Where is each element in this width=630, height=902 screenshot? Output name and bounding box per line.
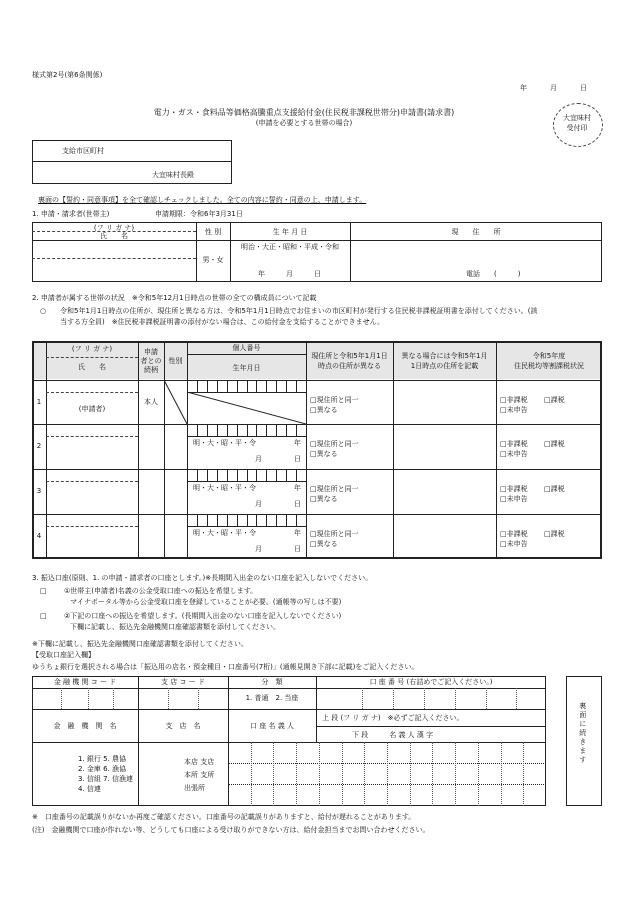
name-grid-divider [523,742,524,806]
name-grid-divider [455,742,456,806]
self-relation: 本人 [144,398,158,406]
mynumber-cell-divider [207,424,208,436]
differ-row-1[interactable]: □異なる [310,406,338,414]
mynumber-cell-divider [247,380,248,392]
municipality-label: 支給市区町村 [62,147,104,155]
date-line[interactable]: 年 月 日 [520,84,590,92]
stamp-line1: 大宜味村 [563,114,591,122]
h-mynumber: 個人番号 [232,344,261,352]
day-row-3: 日 [294,500,301,508]
mynumber-cell-divider [296,424,297,436]
kind-header: 分 類 [261,678,283,686]
taxed-row-4[interactable]: □課税 [544,530,565,538]
h-addr-2: 時点の住所が異なる [318,362,381,370]
day-row-4: 日 [294,545,301,553]
month-row-3: 月 [255,500,262,508]
bank-type-3[interactable]: 3. 信組 7. 信漁連 [78,775,134,783]
h-birth: 生年月日 [232,364,261,372]
upper-furigana: 上 段 (フ リ ガ ナ) ※必ずご記入ください。 [322,714,464,722]
h-gender: 性別 [168,357,183,365]
taxed-row-2[interactable]: □課税 [544,440,565,448]
h-tax-1: 令和5年度 [532,352,566,360]
option1-line2: マイナポータル等から公金受取口座を登録していることが必要。(通帳等の写しは不要) [70,598,342,606]
name-grid-divider [296,742,297,806]
mynumber-cell-divider [256,424,257,436]
name-grid-divider [364,742,365,806]
mynumber-cell-divider [296,380,297,392]
name-grid-divider [478,742,479,806]
row-num-4: 4 [36,532,42,540]
mynumber-cell-divider [217,424,218,436]
year-row-3: 年 [294,484,301,492]
mynumber-cell-divider [207,469,208,481]
name-grid-divider [251,742,252,806]
row-num-3: 3 [36,487,42,495]
unfiled-row-2[interactable]: □未申告 [500,450,528,458]
mynumber-cell-divider [247,514,248,526]
mynumber-cell-divider [256,380,257,392]
mynumber-cell-divider [227,469,228,481]
consent-statement: 裏面の【誓約・同意事項】を全て確認しチェックしました。全ての内容に誓約・同意の上、申請します。 [38,196,367,204]
mynumber-cell-divider [217,469,218,481]
self-label: (申請者) [78,405,106,413]
era-row-3[interactable]: 明・大・昭・平・令 [193,484,256,492]
h-rel-1: 申請 [144,348,158,356]
same-row-4[interactable]: □現住所と同一 [310,530,359,538]
mynumber-cell-divider [276,469,277,481]
mynumber-cell-divider [296,514,297,526]
name-grid-divider [342,742,343,806]
address-header: 現 住 所 [451,228,501,236]
option1-box[interactable]: □ [40,587,47,595]
era-options[interactable]: 明治・大正・昭和・平成・令和 [241,243,339,251]
option1-line1: ①世帯主(申請者)名義の公金受取口座への振込を希望します。 [64,587,258,595]
mynumber-cell-divider [276,514,277,526]
h-diff-2: 1日時点の住所を記載 [410,362,479,370]
birth-ymd: 年 月 日 [258,270,321,278]
nontax-row-1[interactable]: □非課税 [500,396,528,404]
year-row-2: 年 [294,439,301,447]
name-grid-divider [319,742,320,806]
note-mark: ○ [40,307,47,315]
continued-note: 裏面に続きます [578,702,587,765]
name-grid-divider [432,742,433,806]
mynumber-cell-divider [286,514,287,526]
footer-note1: ※ 口座番号の記載誤りがないか再度ご確認ください。口座番号の記載誤りがありますと、給付が遅れることがあります。 [32,813,416,821]
footer-note2: (注) 金融機関で口座が作れない等、どうしても口座による受け取りができない方は、給付金担当までお問い合わせください。 [32,826,430,834]
differ-row-3[interactable]: □異なる [310,495,338,503]
mynumber-cell-divider [197,380,198,392]
differ-row-2[interactable]: □異なる [310,450,338,458]
kind-options[interactable]: 1. 普通 2. 当座 [245,694,299,702]
mynumber-cell-divider [286,469,287,481]
same-row-2[interactable]: □現住所と同一 [310,440,359,448]
mynumber-cell-divider [296,469,297,481]
form-number: 様式第2号(第6条関係) [32,71,103,79]
h-tax-2: 住民税均等割課税状況 [514,362,584,370]
day-row-2: 日 [294,455,301,463]
h-furigana: (フ リ ガ ナ) [71,345,113,353]
name-grid-divider [387,742,388,806]
mynumber-cell-divider [227,380,228,392]
account-label: 【受取口座記入欄】 [32,651,95,659]
year-row-4: 年 [294,529,301,537]
lower-kanji: 下 段 名 義 人 漢 字 [352,731,434,739]
h-rel-2: 者との [140,357,162,365]
unfiled-row-3[interactable]: □未申告 [500,495,528,503]
name-header: 氏 名 [100,232,128,240]
row-num-1: 1 [36,398,42,406]
mynumber-cell-divider [197,424,198,436]
mynumber-cell-divider [217,380,218,392]
mynumber-cell-divider [247,469,248,481]
name-grid-divider [273,742,274,806]
differ-row-4[interactable]: □異なる [310,540,338,548]
form-subtitle: (申請を必要とする世帯の場合) [255,119,353,127]
h-rel-3: 続柄 [144,366,158,374]
branch-type-3[interactable]: 出張所 [184,784,205,792]
nontax-row-4[interactable]: □非課税 [500,530,528,538]
furigana-header: (フ リ ガ ナ) [93,224,135,232]
form-title: 電力・ガス・食料品等価格高騰重点支援給付金(住民税非課税世帯分)申請書(請求書) [153,108,455,117]
mynumber-cell-divider [217,514,218,526]
section3-heading: 3. 振込口座(原則、1. の申請・請求者の口座とします。)※長期間入出金のない口座を記入しないでください。 [32,574,373,582]
month-row-2: 月 [255,455,262,463]
option2-box[interactable]: □ [40,612,47,620]
branch-name-label: 支 店 名 [165,722,201,730]
month-row-4: 月 [255,545,262,553]
attach-note: ※下欄に記載し、振込先金融機関口座確認書類を添付してください。 [32,640,248,648]
nontax-row-2[interactable]: □非課税 [500,440,528,448]
era-row-2[interactable]: 明・大・昭・平・令 [193,439,256,447]
row-num-2: 2 [36,442,42,450]
mynumber-cell-divider [237,514,238,526]
option2-line2: 下欄に記載し、振込先金融機関口座確認書類を添付してください。 [70,623,280,631]
deadline: 申請期限：令和6年3月31日 [155,210,243,218]
bank-code-header: 金 融 機 関 コ ー ド [53,678,117,686]
unfiled-row-1[interactable]: □未申告 [500,406,528,414]
mynumber-cell-divider [237,469,238,481]
unfiled-row-4[interactable]: □未申告 [500,540,528,548]
nontax-row-3[interactable]: □非課税 [500,485,528,493]
mynumber-cell-divider [256,514,257,526]
mayor-label: 大宜味村長殿 [152,171,194,179]
holder-label: 口 座 名 義 人 [250,722,294,730]
h-name: 氏 名 [78,363,106,371]
section2-heading: 2. 申請者が属する世帯の状況 ※令和5年12月1日時点の世帯の全ての構成員について記載 [32,294,317,302]
bank-type-4[interactable]: 4. 信連 [78,785,101,793]
mynumber-cell-divider [276,380,277,392]
mynumber-cell-divider [266,469,267,481]
same-row-1[interactable]: □現住所と同一 [310,396,359,404]
mynumber-cell-divider [286,424,287,436]
gender-options[interactable]: 男・女 [202,256,224,264]
bank-name-label: 金 融 機 関 名 [53,722,117,730]
birth-strike-1 [187,392,306,424]
h-addr-1: 現住所と令和5年1月1日 [311,352,388,360]
birth-header: 生 年 月 日 [272,228,308,236]
mynumber-cell-divider [197,469,198,481]
mynumber-cell-divider [276,424,277,436]
mynumber-cell-divider [266,514,267,526]
mynumber-cell-divider [237,380,238,392]
mynumber-cell-divider [237,424,238,436]
gender-header: 性 別 [204,228,222,236]
same-row-3[interactable]: □現住所と同一 [310,485,359,493]
branch-type-2[interactable]: 本所 支所 [184,771,215,779]
h-diff-1: 異なる場合には令和5年1月 [401,352,488,360]
bank-type-1[interactable]: 1. 銀行 5. 農協 [78,755,127,763]
stamp-line2: 受付印 [566,124,588,132]
bank-type-2[interactable]: 2. 金庫 6. 漁協 [78,765,127,773]
name-grid-divider [501,742,502,806]
section2-note1: 令和5年1月1日時点の住所が、現住所と異なる方は、令和5年1月1日時点でお住まいの市区町村が発行する住民税非課税証明書を添付してください。(該 [60,307,538,315]
era-row-4[interactable]: 明・大・昭・平・令 [193,529,256,537]
mynumber-cell-divider [227,514,228,526]
gender-strike-1 [164,380,187,424]
mynumber-cell-divider [286,380,287,392]
mynumber-cell-divider [247,424,248,436]
mynumber-cell-divider [207,380,208,392]
branch-code-header: 支 店 コ ー ド [161,678,205,686]
mynumber-cell-divider [197,514,198,526]
mynumber-cell-divider [227,424,228,436]
option2-line1: ②下記の口座への振込を希望します。(長期間入出金のない口座を記入しないでください) [64,612,342,620]
mynumber-cell-divider [266,380,267,392]
branch-type-1[interactable]: 本店 支店 [184,758,215,766]
mynumber-cell-divider [207,514,208,526]
telephone: 電話 ( ) [466,270,521,278]
name-grid-divider [410,742,411,806]
taxed-row-1[interactable]: □課税 [544,396,565,404]
yucho-note: ゆうちょ銀行を選択される場合は「振込用の店名・預金種目・口座番号(7桁)」(通帳見開き下部に記載)をご記入ください。 [32,663,419,671]
section2-note2: 当する方全員) ※住民税非課税証明書の添付がない場合は、この給付金を支給することができません。 [60,318,385,326]
section1-heading: 1. 申請・請求者(世帯主) [32,210,110,218]
acct-no-header: 口 座 番 号 (右詰めでご記入ください。) [369,678,493,686]
mynumber-cell-divider [256,469,257,481]
taxed-row-3[interactable]: □課税 [544,485,565,493]
mynumber-cell-divider [266,424,267,436]
